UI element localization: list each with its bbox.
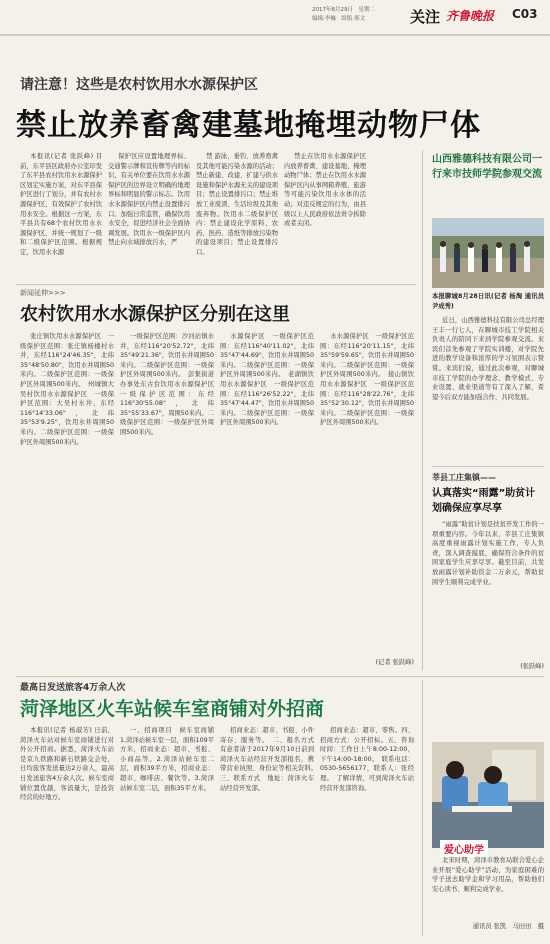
masthead (0, 0, 550, 36)
visit-photo-image (432, 218, 544, 288)
charity-photo-image (432, 742, 544, 848)
feature-author: (记者 张跃峰) (375, 659, 414, 666)
lead-kicker: 请注意！这些是农村饮用水水源保护区 (20, 77, 258, 93)
rail-body-col4: 招商业态：超市、零售。四、招商方式：公开招标。五、咨询时间：工作日上午8:00-12:00，下午14:00-18:00。 联系电话：0530-5656177，联系人：张经理。 了解详情，可到菏泽火车站经营开发部咨询。 (320, 727, 414, 792)
rail-headline: 菏泽地区火车站候车室商铺对外招商 (20, 698, 325, 720)
sidebar2-kicker: 莘县工庄集镇—— (432, 473, 496, 482)
sidebar-caption: 本报聊城8月28日讯(记者 杨淘 通讯员 尹成秀) (432, 293, 544, 310)
sidebar-headline: 山西雅德科技有限公司一行来市技师学院参观交流 (432, 154, 542, 180)
lead-body-col3: 禁 游泳、垂钓、放养畜禽及其他可能污染水源的活动；禁止新建、改建、扩建与供水设施和保护水源无关的建设项目；禁止设置排污口；禁止堆放工业废渣、生活垃圾及其他废弃物。饮用水二级保护区内：禁止建设化学原料、农药、医药、造纸等排放污染物的建设项目；禁止设置排污口。 (196, 153, 278, 256)
sidebar-body: 近日，山西雅德科技有限公司总经理王丰一行七人，在聊城市技工学院相关负责人的陪同下来到学院参观交流。来宾们首先参观了学院实训楼，对学院先进的教学设备和浓厚的学习氛围表示赞赏。来宾们说，通过此次参观，对聊城市技工学院的办学理念、教学模式、专业设置、就业渠道等有了深入了解，希望今后双方能加强合作，共同发展。 (432, 317, 544, 401)
visit-photo (432, 218, 544, 288)
sidebar2-author: (张跃峰) (520, 663, 544, 670)
lead-body-col2: 保护区应设置地理界标、交通警示牌和宣传牌等内的标识，有关单位要在饮用水水源保护区的边界设立明确的地理界标和明显的警示标志。饮用水水源保护区内禁止设置排污口。加强日常监管，确保饮用水安全，促进经济社会全面协调发展。饮用水一级保护区内禁止向水域排放污水，严 (108, 153, 190, 247)
lead-body-col4: 禁止在饮用水水源保护区内放养畜禽、建设墓地、掩埋动物尸体；禁止在饮用水水源保护区内从事网箱养殖、旅游等可能污染饮用水水体的活动；对违反规定的行为，由县级以上人民政府依法责令拆除或者关闭。 (284, 153, 366, 228)
rail-body-col3: 招商业态：超市、书报、小件寄存、服务等。 二、报名方式 有意者请于2017年9月10日前到菏泽火车站经营开发部报名，携带营业执照、身份证等相关资料。 三、联系方式 地址：菏泽火车站经营开发部。 (220, 727, 321, 792)
lead-body-col1: 本报讯(记者 张跃峰) 目前，东平县区政府办公室印发了东平县农村饮用水水源保护区划定实施方案，对东平县保护区进行了划分，并有农村水源保护区，有效保护了农村饮用水安全。根据这一方案，东平县共有68个农村饮用水水源保护区，并统一规划了一级和二级保护区范围。根据规定，饮用水水源 (20, 153, 102, 256)
rail-kicker: 最高日发送旅客4万余人次 (20, 683, 126, 693)
feature-kicker: 新闻延伸>>> (20, 289, 66, 297)
page-number: C03 (512, 7, 538, 21)
sidebar2-body: “雨露”助贫计划是扶贫开发工作的一项重要内容。今年以来，莘县工庄集镇高度重视雨露计划实施工作，专人负责，深入调查摸底，确保符合条件的贫困家庭学生应享尽享。截至目前，共发放雨露计划补助资金二万余元，帮助贫困学生顺利完成学业。 (432, 521, 544, 586)
feature-body-col2: 一级保护区范围：沙河站镇水井，东经116°20'52.72"，北纬35°49'21.36"，饮用水井周围50米内。二级保护区范围：一级保护区外周围500米内。 彭集街道办事处东古台饮用水水源保护区 一级保护区范围：东经116°30'55.08"，北纬35°55'33.67"，周围50米内。二级保护区范围：一级保护区外周围500米内。 (120, 333, 221, 436)
photo-caption-title: 爱心助学 (440, 840, 488, 857)
feature-headline: 农村饮用水水源保护区分别在这里 (20, 304, 290, 325)
feature-body-col4: 水水源保护区 一级保护区范围：东经116°20'11.15"，北纬35°59'59.65"，饮用水井周围50米内。二级保护区范围：一级保护区外周围500米内。 接山镇饮用水水源保护区 一级保护区范围：东经116°28'22.76"，北纬35°52'30.12"，饮用水井周围50米内。二级保护区范围：一级保护区外周围500米内。 (320, 333, 414, 427)
sidebar2-headline: 认真落实“雨露”助贫计划确保应享尽享 (432, 488, 536, 514)
charity-photo (432, 742, 544, 848)
section-title: 关注 (410, 8, 441, 26)
lead-headline: 禁止放养畜禽建墓地掩埋动物尸体 (16, 108, 481, 143)
feature-body-col3: 水源保护区 一级保护区范围：东经116°40'11.02"，北纬35°47'44.69"，饮用水井周围50米内。二级保护区范围：一级保护区外周围500米内。 老湖镇饮用水水源保护区 一级保护区范围：东经116°26'52.22"，北纬35°47'44.47"，饮用水井周围50米内。二级保护区范围：一级保护区外周围500米内。 (220, 333, 314, 427)
rail-body-col2: 一、招商项目 候车室商铺 1.菏泽站候车室一层，面积109平方米，招商业态：超市、书报、小商品等。2.菏泽站候车室二层，面积39平方米，招商业态：超市、咖啡店、餐饮等。3.菏泽站候车室二层，面积35平方米。 (120, 727, 221, 792)
editor-line: 编辑:李巍 组版:邢文 (312, 16, 366, 22)
rail-body-col1: 本报讯(记者 杨淑芳) 日前，菏泽火车站对候车室商铺进行对外公开招商。据悉，菏泽火车站是京九铁路和新石铁路交会处，日均旅客发送量达2万余人，最高日发送旅客4万余人次。候车室商铺位置优越，客流量大，是投资经营的好地方。 (20, 727, 114, 802)
feature-body-col1: 张庄镇饮用水水源保护区 一级保护区范围：张庄镇杨楼村水井，东经116°24'46.35"，北纬35°48'50.80"，饮用水井周围50米内。二级保护区范围：一级保护区外周围500米内。 州城镇大吴村饮用水水源保护区 一级保护区范围：大吴村水井，东经116°14'33.06"，北纬35°53'9.25"，饮用水井周围50米内。二级保护区范围：一级保护区外周围500米内。 (20, 333, 114, 446)
date-line: 2017年8月29日 星期二 (312, 7, 375, 13)
photo-caption-author: 通讯员 张凯 马田田 摄 (472, 923, 544, 930)
photo-caption-body: 北宋时期，菏泽市教育局联合爱心企业开展“爱心助学”活动，为家庭困难的学子送去助学金和学习用品，帮助他们安心读书、顺利完成学业。 (432, 857, 544, 893)
paper-logo: 齐鲁晚报 (446, 9, 495, 23)
